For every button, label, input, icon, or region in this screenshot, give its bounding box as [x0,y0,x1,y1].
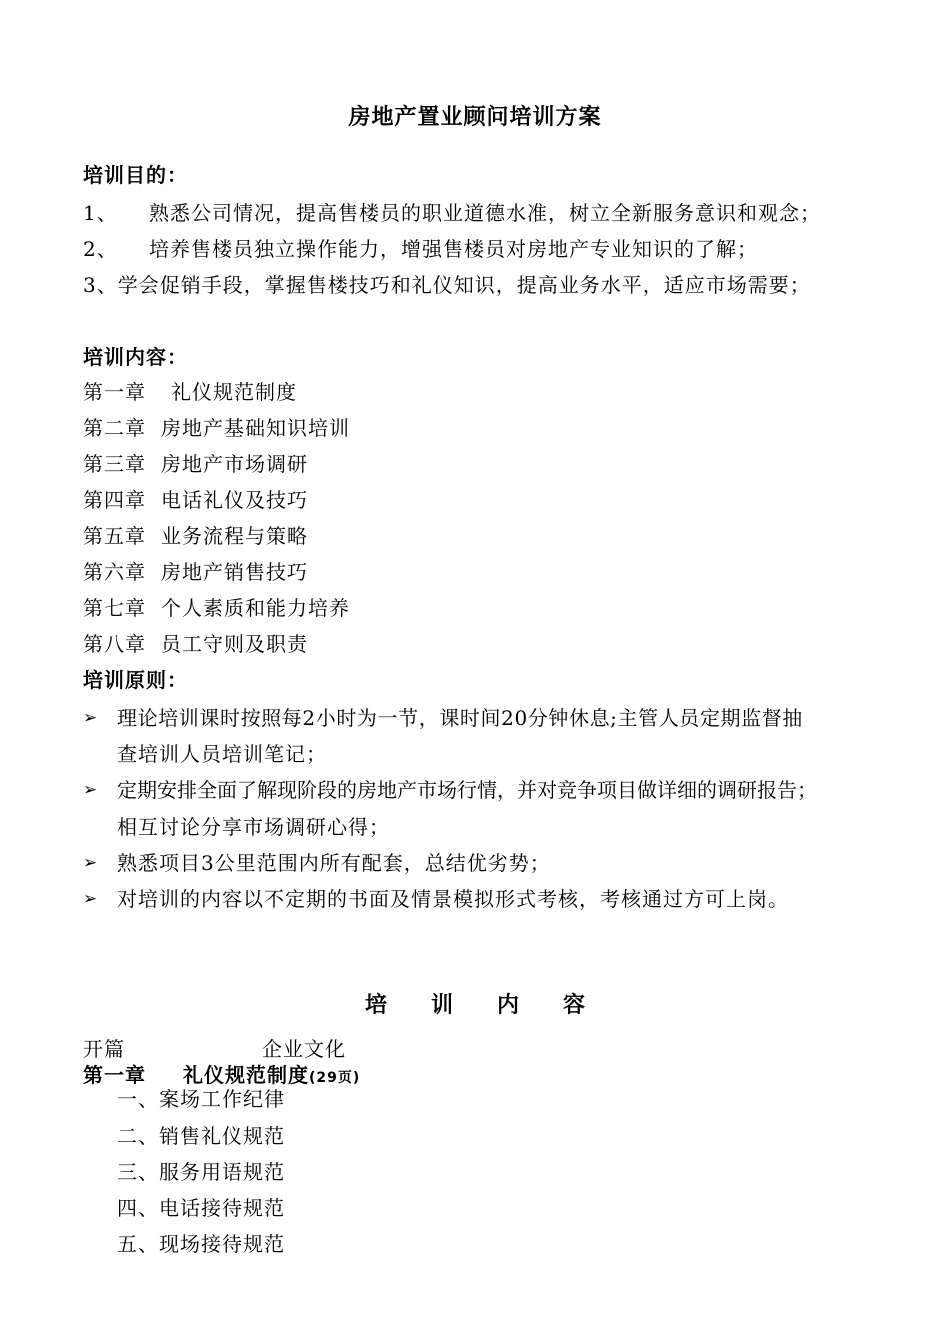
chapter-number: 第七章 [83,596,146,620]
chapter-number: 第八章 [83,632,146,656]
chapter-item [83,488,308,512]
objective-number: 2、 [83,237,118,261]
chapter1-heading [83,1063,360,1090]
principle-text-continued: 相互讨论分享市场调研心得； [117,815,390,839]
objectives-heading: 培训目的： [83,163,188,187]
bullet-arrow-icon: ➢ [83,889,98,909]
objective-number: 3、 [83,273,118,297]
subitem: 四、电话接待规范 [117,1196,285,1220]
chapter-item [83,560,308,584]
section-title-char: 容 [563,992,586,1018]
subitem: 一、案场工作纪律 [117,1087,285,1111]
objective-text: 培养售楼员独立操作能力，增强售楼员对房地产专业知识的了解； [149,237,758,261]
subitem: 五、现场接待规范 [117,1232,285,1256]
section-title-char: 培 [364,992,387,1018]
chapter-title: 电话礼仪及技巧 [161,488,308,512]
opening-label: 开篇 [83,1037,125,1061]
chapter-number: 第三章 [83,452,146,476]
bullet-arrow-icon: ➢ [83,708,98,728]
chapter-number: 第四章 [83,488,146,512]
principles-heading: 培训原则： [83,668,188,692]
section-title [0,988,950,1019]
bullet-arrow-icon: ➢ [83,780,98,800]
chapter-item [83,416,350,440]
page-title: 房地产置业顾问培训方案 [348,104,602,130]
section-title-char: 内 [497,992,520,1018]
chapter1-number: 第一章 [83,1063,146,1087]
chapter1-title: 礼仪规范制度 [183,1063,309,1087]
opening-title: 企业文化 [262,1037,346,1061]
objective-item [83,237,758,261]
content-heading: 培训内容： [83,345,188,369]
subitem: 三、服务用语规范 [117,1160,285,1184]
principle-text-continued: 查培训人员培训笔记； [117,742,327,766]
objective-item [83,273,811,297]
chapter-number: 第六章 [83,560,146,584]
objective-text: 熟悉公司情况，提高售楼员的职业道德水准，树立全新服务意识和观念； [149,201,821,225]
chapter-title: 个人素质和能力培养 [161,596,350,620]
bullet-arrow-icon: ➢ [83,853,98,873]
chapter-number: 第二章 [83,416,146,440]
subitem: 二、销售礼仪规范 [117,1124,285,1148]
objective-item [83,201,821,225]
section-title-char: 训 [430,992,453,1018]
objective-number: 1、 [83,201,118,225]
chapter-number: 第五章 [83,524,146,548]
chapter-item [83,632,308,656]
chapter-title: 房地产销售技巧 [161,560,308,584]
chapter-title: 礼仪规范制度 [171,380,297,404]
chapter-item [83,596,350,620]
principle-text: 定期安排全面了解现阶段的房地产市场行情，并对竞争项目做详细的调研报告； [117,778,817,802]
principle-text: 对培训的内容以不定期的书面及情景模拟形式考核，考核通过方可上岗。 [117,887,789,911]
chapter-title: 房地产市场调研 [161,452,308,476]
chapter-item [83,524,308,548]
objective-text: 学会促销手段，掌握售楼技巧和礼仪知识，提高业务水平，适应市场需要； [117,273,811,297]
chapter-title: 员工守则及职责 [161,632,308,656]
chapter-title: 房地产基础知识培训 [161,416,350,440]
chapter-title: 业务流程与策略 [161,524,308,548]
principle-text: 理论培训课时按照每2小时为一节，课时间20分钟休息;主管人员定期监督抽 [117,706,803,730]
chapter-item [83,452,308,476]
chapter-item [83,380,297,404]
chapter1-pages: (29页) [309,1070,361,1086]
chapter-number: 第一章 [83,380,146,404]
principle-text: 熟悉项目3公里范围内所有配套，总结优劣势； [117,851,551,875]
